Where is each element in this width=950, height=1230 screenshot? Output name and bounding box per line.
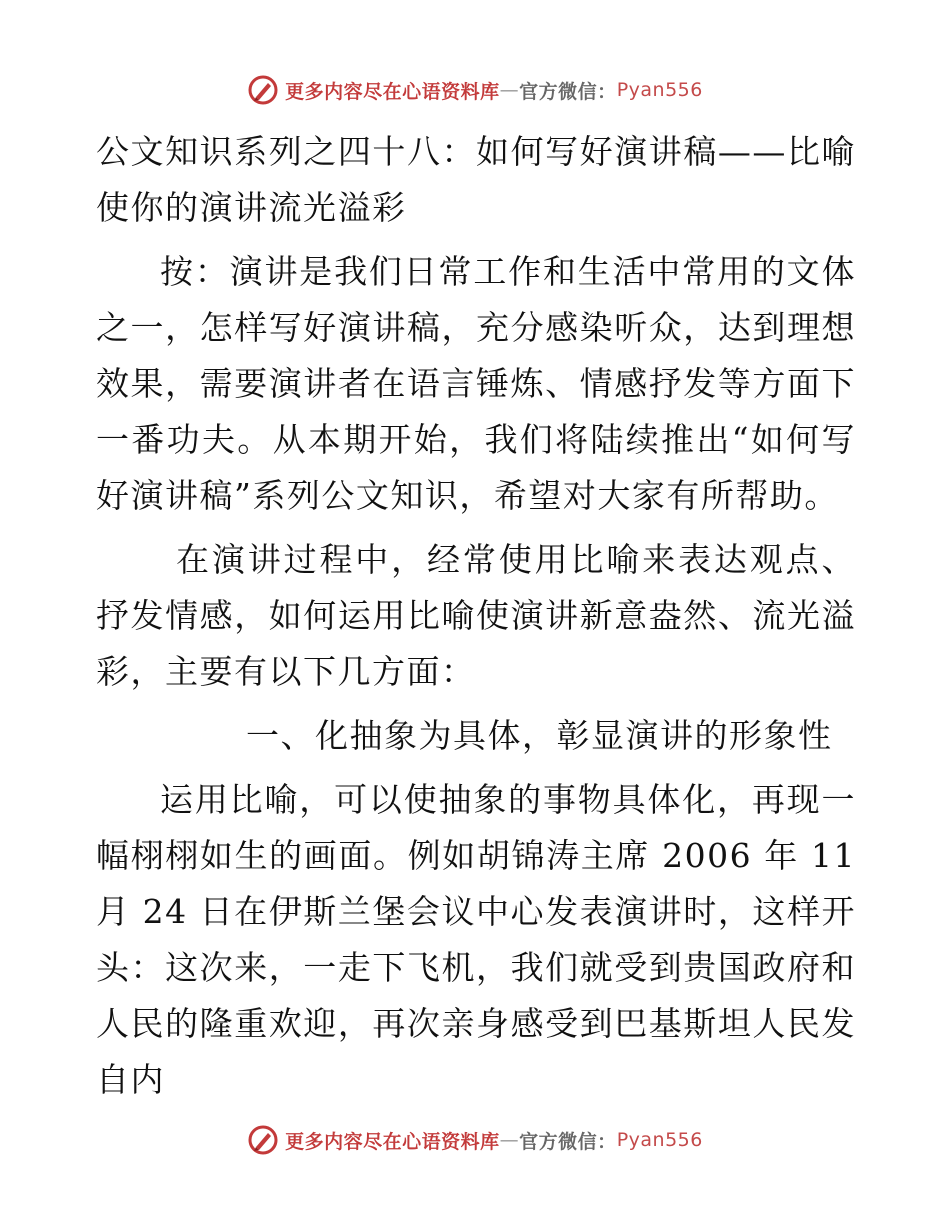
watermark-sub-text: 官方微信： xyxy=(519,80,617,103)
document-body xyxy=(96,120,856,1108)
document-title: 公文知识系列之四十八：如何写好演讲稿——比喻使你的演讲流光溢彩 xyxy=(96,132,856,227)
watermark-wechat-id: Pyan556 xyxy=(616,1129,703,1151)
watermark-separator: — xyxy=(499,1129,520,1151)
watermark-sub-text: 官方微信： xyxy=(519,1130,617,1153)
paragraph-usage: 在演讲过程中，经常使用比喻来表达观点、抒发情感，如何运用比喻使演讲新意盎然、流光溢彩，主要有以下几方面： xyxy=(96,540,856,691)
watermark-wechat-id: Pyan556 xyxy=(616,79,703,101)
watermark-main-text: 更多内容尽在心语资料库 xyxy=(285,1130,500,1153)
pen-logo-icon xyxy=(247,1124,279,1156)
section-heading-1: 一、化抽象为具体，彰显演讲的形象性 xyxy=(246,716,833,755)
watermark-footer xyxy=(0,1120,950,1160)
intro-paragraph: 按：演讲是我们日常工作和生活中常用的文体之一，怎样写好演讲稿，充分感染听众，达到理想效果，需要演讲者在语言锤炼、情感抒发等方面下一番功夫。从本期开始，我们将陆续推出“如何写好演讲稿”系列公文知识，希望对大家有所帮助。 xyxy=(96,252,856,515)
watermark-header xyxy=(0,70,950,110)
watermark-main-text: 更多内容尽在心语资料库 xyxy=(285,80,500,103)
watermark-separator: — xyxy=(499,79,520,101)
pen-logo-icon xyxy=(247,74,279,106)
paragraph-example: 运用比喻，可以使抽象的事物具体化，再现一幅栩栩如生的画面。例如胡锦涛主席 2006 年 11 月 24 日在伊斯兰堡会议中心发表演讲时，这样开头：这次来，一走下飞机，我们就受到贵国政府和人民的隆重欢迎，再次亲身感受到巴基斯坦人民发自内 xyxy=(96,780,856,1099)
